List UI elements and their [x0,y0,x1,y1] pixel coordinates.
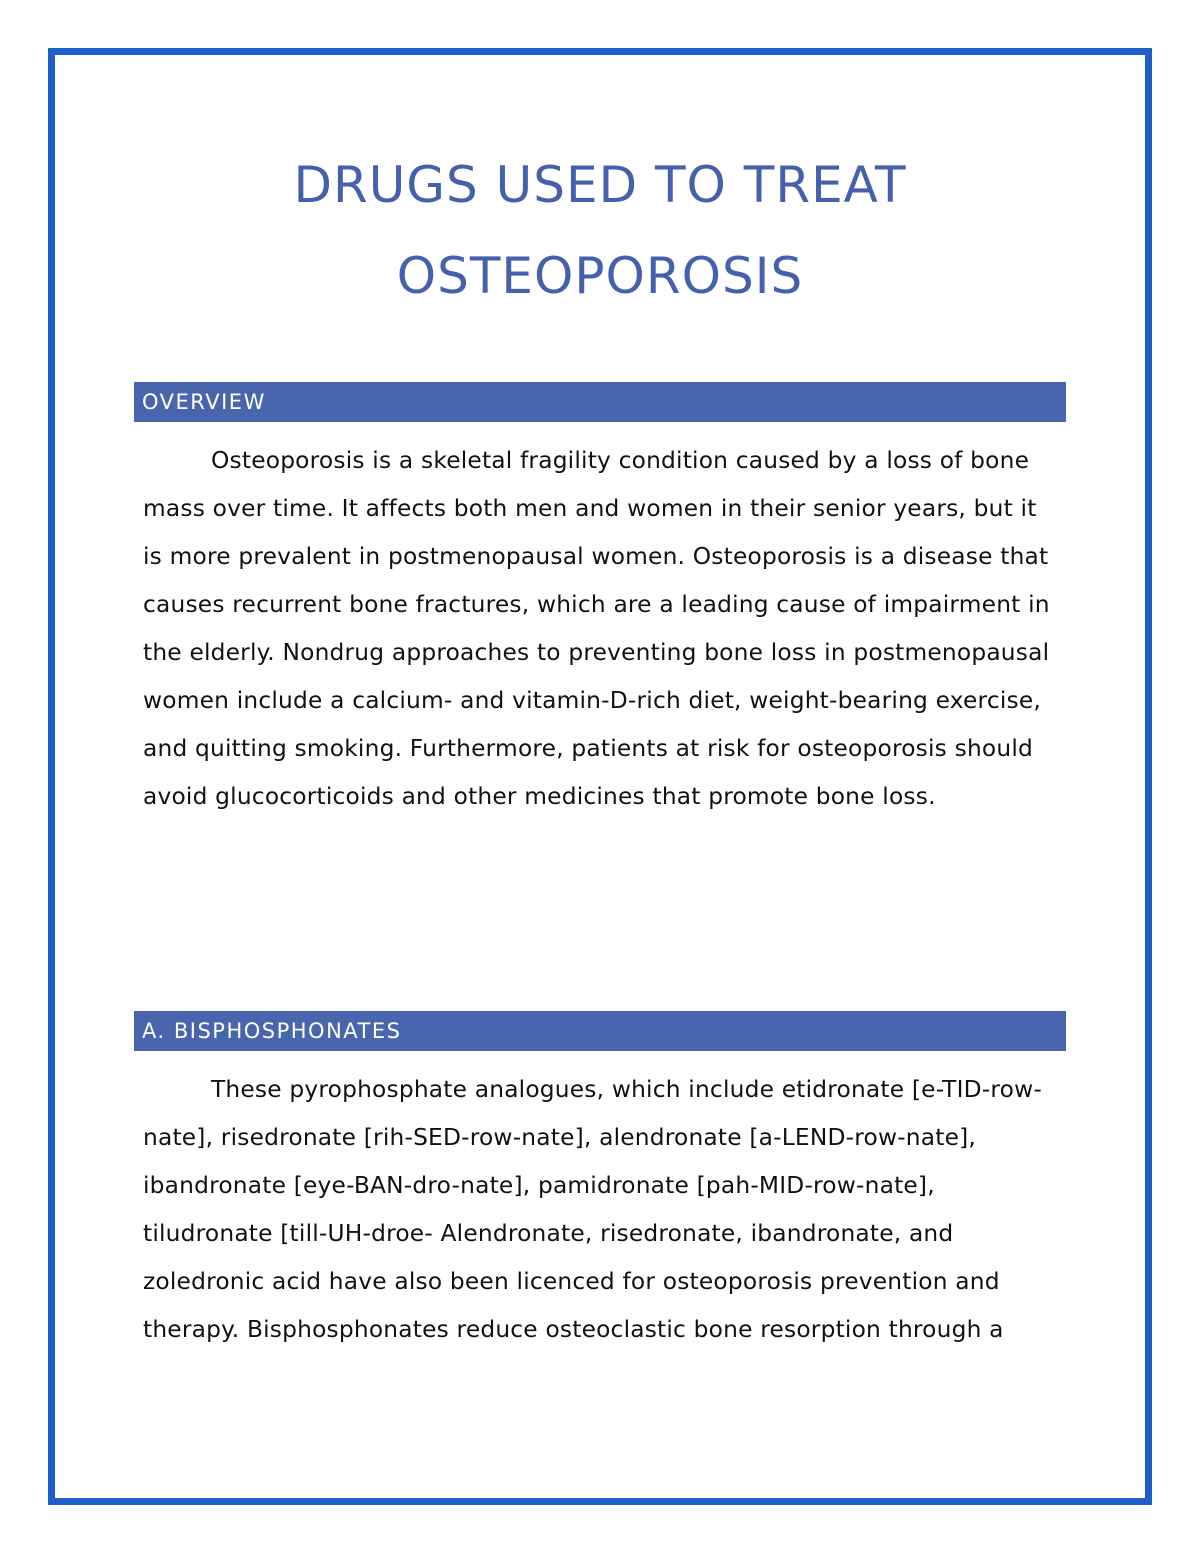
section-heading-overview: OVERVIEW [134,382,1066,422]
section-heading-bisphosphonates: A. BISPHOSPHONATES [134,1011,1066,1051]
title-line-2: OSTEOPOROSIS [396,247,804,305]
document-title [0,140,1200,322]
overview-paragraph: Osteoporosis is a skeletal fragility condition caused by a loss of bone mass over time. It affects both men and women in their senior years, but it is more prevalent in postmenopausal women. Osteoporosis is a disease that causes recurrent bone fractures, which are a leading cause of impairment in the elderly. Nondrug approaches to preventing bone loss in postmenopausal women include a calcium- and vitamin-D-rich diet, weight-bearing exercise, and quitting smoking. Furthermore, patients at risk for osteoporosis should avoid glucocorticoids and other medicines that promote bone loss. [143,447,1050,810]
bisphosphonates-paragraph: These pyrophosphate analogues, which include etidronate [e-TID-row-nate], risedronate [rih-SED-row-nate], alendronate [a-LEND-row-nate], ibandronate [eye-BAN-dro-nate], pamidronate [pah-MID-row-nate], tiludronate [till-UH-droe- Alendronate, risedronate, ibandronate, and zoledronic acid have also been licenced for osteoporosis prevention and therapy. Bisphosphonates reduce osteoclastic bone resorption through a [143,1076,1042,1343]
title-line-1: DRUGS USED TO TREAT [293,156,907,214]
